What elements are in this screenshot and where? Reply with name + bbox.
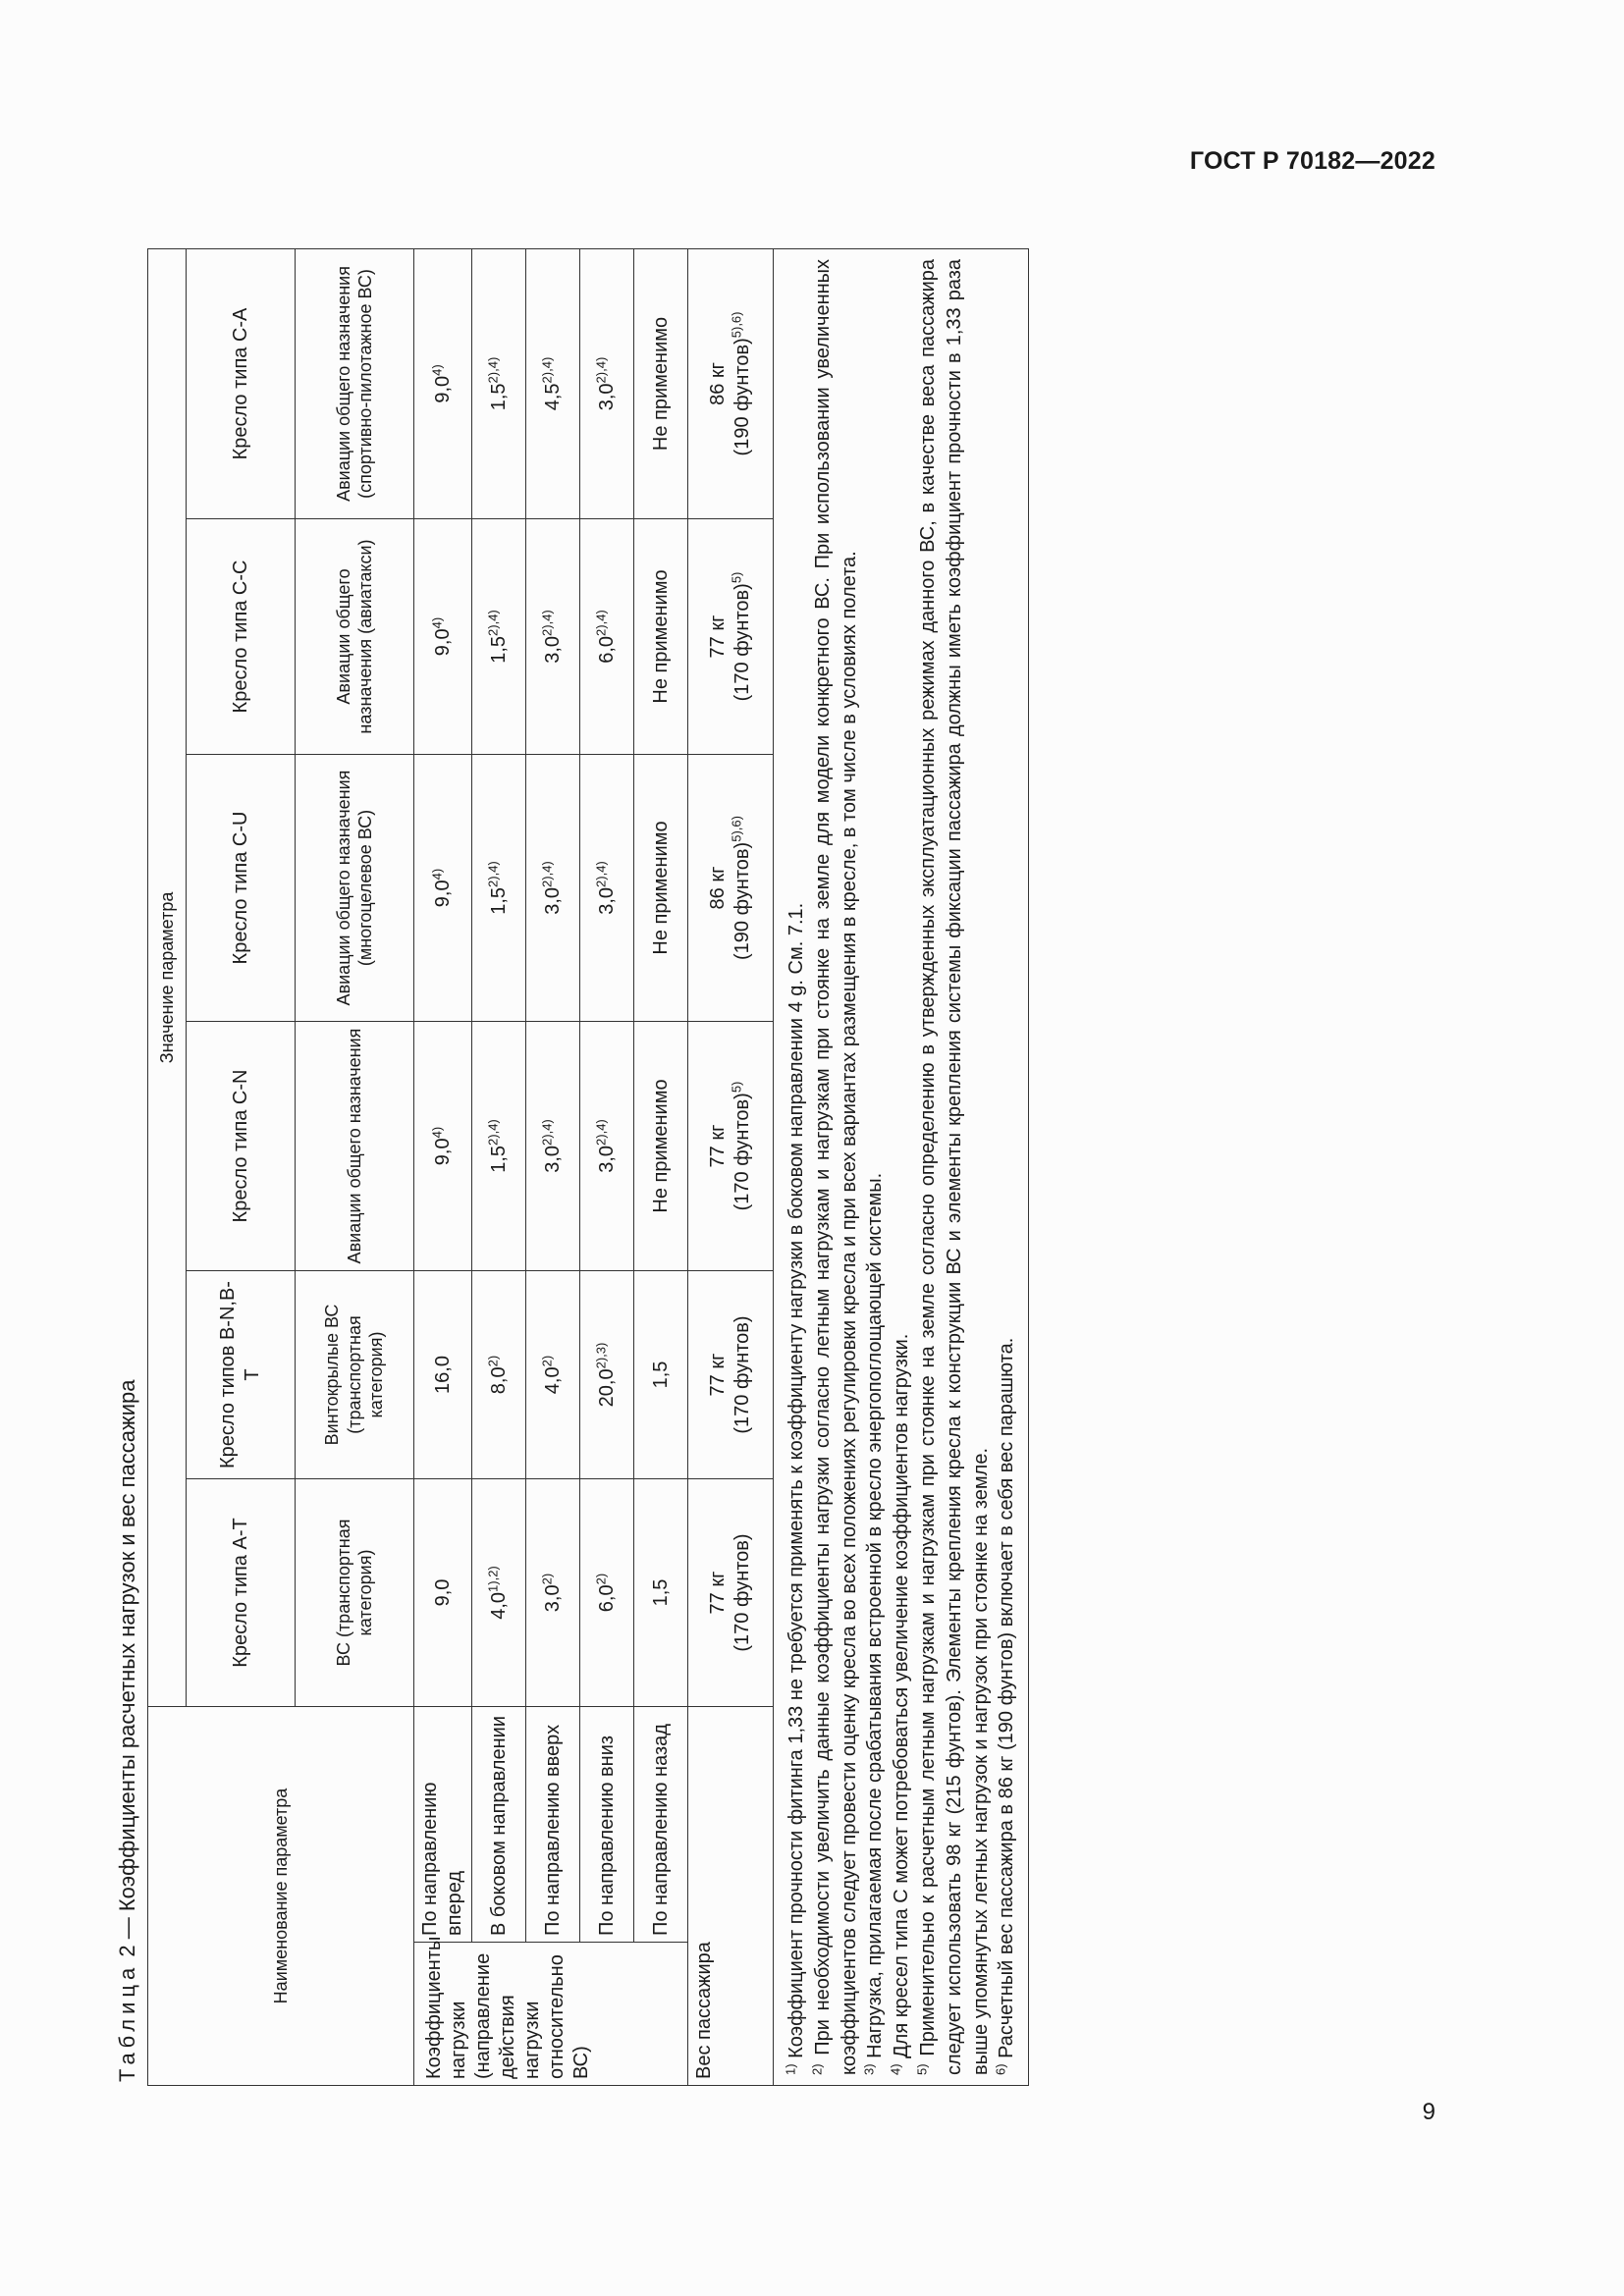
cell-value: 16,0 [431,1356,454,1394]
table-cell [472,755,526,1022]
cell-footnote-ref: 4) [428,616,444,629]
table-cell [414,1479,472,1707]
cell-footnote-ref: 2),4) [484,356,500,384]
weight-row [688,248,774,2085]
weight-lb-line [731,255,755,512]
weight-label: Вес пассажира [688,1707,774,2086]
weight-lb-line [731,525,755,748]
cell-footnote-ref: 1),2) [484,1566,500,1592]
footnote [994,259,1020,2075]
footnote-mark: 5) [914,2063,930,2075]
cell-value: Не применимо [649,316,672,452]
weight-footnote-ref: 5),6) [729,311,744,339]
weight-lb: (190 фунтов) [731,841,753,960]
cell-footnote-ref: 2),4) [592,610,608,636]
cell-value: 1,5 [487,886,510,915]
cell-value: 6,0 [595,635,618,664]
weight-cell [688,519,774,755]
footnote-mark: 4) [888,2063,903,2075]
footnote-text: При необходимости увеличить данные коэффициенты нагрузки согласно летным нагрузкам и нагрузкам при стоянке на земле для модели конкретного ВС. При использовании увеличенных коэффициентов следует провести оценку кресла во всех положениях регулировки кресла и при всех вариантах размещения в кресле, в том числе в условиях полета. [811,258,860,2075]
weight-lb-line [731,1028,755,1264]
table-cell [634,755,688,1022]
weight-kg: 77 кг [707,1124,729,1168]
weight-lb: (170 фунтов) [731,1093,753,1211]
footnote [784,259,810,2075]
column-description: Авиации общего назначения (спортивно-пилотажное ВС) [296,248,414,518]
cell-value: Не применимо [649,569,672,704]
weight-cell [688,1022,774,1271]
cell-value: 8,0 [487,1366,510,1395]
cell-value: Не применимо [649,821,672,955]
weight-lb-line [731,1277,755,1472]
weight-lb: (170 фунтов) [731,1533,753,1652]
cell-footnote-ref: 2),4) [484,861,500,887]
row-label: По направлению вверх [526,1707,580,1943]
cell-value: 20,0 [595,1368,618,1408]
caption-prefix: Таблица [115,1962,139,2082]
table-cell [472,519,526,755]
load-factors-table [147,248,1029,2086]
column-description: ВС (транспортная категория) [296,1479,414,1707]
weight-lb: (170 фунтов) [731,1315,753,1434]
cell-value: 3,0 [541,1145,564,1173]
cell-value: 1,5 [649,1361,672,1389]
weight-lb: (190 фунтов) [731,338,753,456]
cell-footnote-ref: 4) [428,364,444,376]
cell-footnote-ref: 2),4) [592,1119,608,1146]
row-label: По направлению вперед [414,1707,472,1943]
table-cell [414,1271,472,1479]
column-name: Кресло типа A-T [187,1479,296,1707]
table-row [414,248,472,2085]
table-row [580,248,634,2085]
cell-footnote-ref: 2),4) [592,861,608,887]
table-cell [634,248,688,518]
cell-footnote-ref: 2),3) [592,1342,608,1369]
table-cell [526,1022,580,1271]
cell-value: 3,0 [541,635,564,664]
table-cell [580,755,634,1022]
weight-kg: 86 кг [707,362,729,405]
table-row [634,248,688,2085]
footnotes-cell [774,248,1029,2085]
table-cell [634,1022,688,1271]
cell-footnote-ref: 2),4) [538,1119,554,1146]
table-cell [472,1271,526,1479]
column-name: Кресло типа C-C [187,519,296,755]
cell-footnote-ref: 2),4) [538,356,554,384]
row-label: По направлению назад [634,1707,688,1943]
table-cell [414,519,472,755]
cell-value: 3,0 [595,383,618,411]
column-name: Кресло типов B-N,B-T [187,1271,296,1479]
column-name: Кресло типа C-A [187,248,296,518]
footnote-text: Коэффициент прочности фитинга 1,33 не требуется применять к коэффициенту нагрузки в боковом направлении 4 g. См. 7.1. [785,902,807,2058]
cell-value: 3,0 [595,886,618,915]
row-label: По направлению вниз [580,1707,634,1943]
table-cell [526,755,580,1022]
cell-value: 3,0 [541,1584,564,1613]
table-caption [108,226,147,2086]
table-cell [634,1271,688,1479]
table-cell [634,519,688,755]
table-cell [526,519,580,755]
weight-kg: 86 кг [707,866,729,910]
column-description: Авиации общего назначения [296,1022,414,1271]
cell-footnote-ref: 4) [428,868,444,881]
cell-value: 3,0 [595,1145,618,1173]
cell-footnote-ref: 2) [592,1573,608,1585]
caption-text: 2 — Коэффициенты расчетных нагрузок и вес пассажира [115,1379,139,1963]
cell-value: 6,0 [595,1584,618,1613]
footnote [915,259,994,2075]
table-cell [414,755,472,1022]
cell-footnote-ref: 2) [484,1355,500,1367]
table-body [414,248,774,2085]
column-description: Винтокрылые ВС (транспортная категория) [296,1271,414,1479]
page-number: 9 [1422,2099,1435,2125]
footnote [862,259,889,2075]
weight-footnote-ref: 5) [729,571,744,584]
cell-value: 3,0 [541,886,564,915]
cell-value: 1,5 [649,1578,672,1607]
cell-footnote-ref: 2),4) [484,610,500,636]
table-row [472,248,526,2085]
weight-footnote-ref: 5),6) [729,816,744,842]
table-cell [580,1271,634,1479]
value-header: Значение параметра [148,248,187,1706]
param-name-header: Наименование параметра [148,1707,414,2086]
table-cell [580,1479,634,1707]
cell-footnote-ref: 2),4) [592,356,608,384]
footnote-mark: 3) [861,2063,877,2075]
table-cell [472,248,526,518]
weight-cell [688,1479,774,1707]
cell-value: 1,5 [487,383,510,411]
table-cell [580,1022,634,1271]
table-cell [580,248,634,518]
footnote [810,259,863,2075]
weight-kg: 77 кг [707,614,729,659]
column-description: Авиации общего назначения (авиатакси) [296,519,414,755]
table-cell [472,1022,526,1271]
weight-cell [688,1271,774,1479]
weight-kg: 77 кг [707,1353,729,1397]
footnote-text: Применительно к расчетным летным нагрузкам и нагрузкам при стоянке на земле согласно определению в утвержденных эксплуатационных режимах данного ВС, в качестве веса пассажира следует использовать 98 кг (215 фунтов). Элементы крепления кресла к конструкции ВС и элементы крепления системы фиксации пассажира должны иметь коэффициент прочности в 1,33 раза выше упомянутых летных нагрузок и нагрузок при стоянке на земле. [916,258,992,2075]
weight-lb-line [731,761,755,1015]
cell-value: 4,0 [541,1366,564,1395]
weight-cell [688,755,774,1022]
cell-value: 9,0 [431,880,454,908]
cell-value: 9,0 [431,1138,454,1166]
table-cell [526,1271,580,1479]
cell-footnote-ref: 2) [538,1355,554,1367]
footnote-text: Для кресел типа C может потребоваться увеличение коэффициентов нагрузки. [891,1333,913,2058]
footnote-text: Расчетный вес пассажира в 86 кг (190 фунтов) включает в себя вес парашюта. [996,1337,1018,2058]
group-label: Коэффициенты нагрузки (направление действия нагрузки относительно ВС) [414,1943,688,2086]
column-description: Авиации общего назначения (многоцелевое ВС) [296,755,414,1022]
footnotes [784,259,1020,2075]
table-cell [634,1479,688,1707]
table-cell [414,248,472,518]
weight-kg: 77 кг [707,1571,729,1615]
document-code: ГОСТ Р 70182—2022 [1189,147,1435,175]
table-cell [472,1479,526,1707]
cell-footnote-ref: 2),4) [538,610,554,636]
weight-cell [688,248,774,518]
cell-value: Не применимо [649,1079,672,1213]
cell-value: 1,5 [487,635,510,664]
cell-footnote-ref: 2),4) [538,861,554,887]
column-name: Кресло типа C-N [187,1022,296,1271]
footnote-mark: 2) [809,2063,825,2075]
footnote-mark: 1) [783,2063,798,2075]
weight-lb: (170 фунтов) [731,583,753,702]
cell-footnote-ref: 4) [428,1126,444,1139]
footnote-mark: 6) [993,2063,1008,2075]
table-cell [526,1479,580,1707]
column-name: Кресло типа C-U [187,755,296,1022]
weight-footnote-ref: 5) [729,1081,744,1094]
table-cell [526,248,580,518]
table-cell [414,1022,472,1271]
row-label: В боковом направлении [472,1707,526,1943]
footnote-text: Нагрузка, прилагаемая после срабатывания встроенной в кресло энергопоглощающей системы. [864,1172,887,2058]
table-row [526,248,580,2085]
cell-value: 1,5 [487,1145,510,1173]
cell-value: 4,5 [541,383,564,411]
cell-value: 9,0 [431,1578,454,1607]
cell-value: 9,0 [431,628,454,657]
weight-lb-line [731,1485,755,1700]
rotated-table-block [108,226,1018,2086]
cell-value: 4,0 [487,1591,510,1620]
cell-footnote-ref: 2),4) [484,1119,500,1146]
table-cell [580,519,634,755]
cell-footnote-ref: 2) [538,1573,554,1585]
footnote [889,259,915,2075]
cell-value: 9,0 [431,375,454,403]
